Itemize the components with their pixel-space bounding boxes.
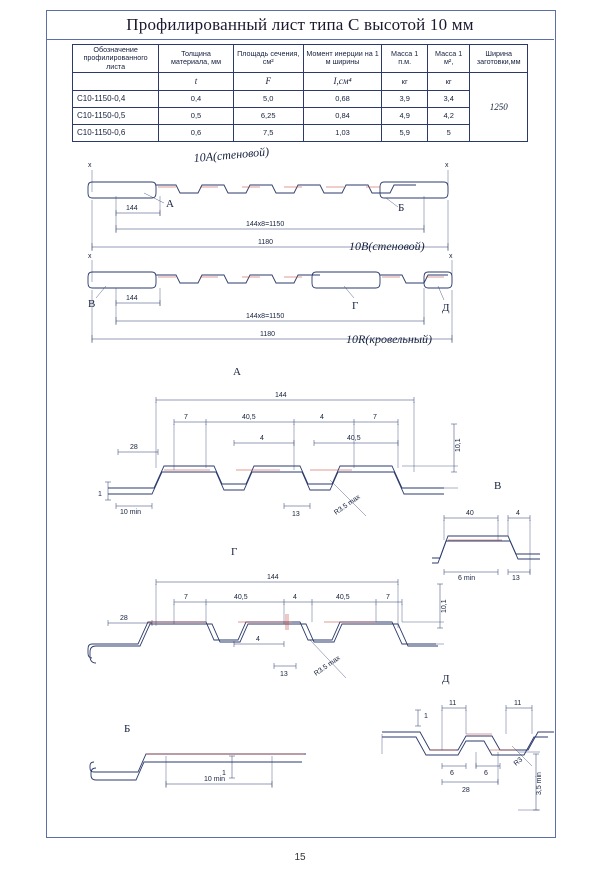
svg-text:144: 144	[267, 574, 279, 581]
svg-text:x: x	[88, 162, 92, 169]
technical-drawing	[46, 10, 554, 836]
svg-text:x: x	[449, 253, 453, 260]
svg-text:40,5: 40,5	[234, 594, 248, 601]
svg-text:1: 1	[98, 491, 102, 498]
svg-text:x: x	[88, 253, 92, 260]
svg-text:10 min: 10 min	[120, 509, 142, 516]
svg-text:7: 7	[386, 594, 390, 601]
svg-text:7: 7	[373, 414, 377, 421]
th-blank-width: Ширина заготовки,мм	[470, 45, 528, 73]
cell-m2: 5	[427, 124, 470, 141]
svg-text:4: 4	[516, 510, 520, 517]
svg-text:3,5 min: 3,5 min	[536, 772, 543, 795]
svg-text:40: 40	[466, 510, 474, 517]
cell-t: 0,5	[159, 107, 234, 124]
detail-d	[382, 673, 554, 810]
svg-text:7: 7	[184, 414, 188, 421]
cell-name: С10-1150-0,4	[73, 90, 159, 107]
mark-g: Г	[352, 300, 359, 312]
svg-text:x: x	[445, 162, 449, 169]
svg-text:28: 28	[120, 615, 128, 622]
cell-m2: 3,4	[427, 90, 470, 107]
dim-1180-mid: 1180	[260, 331, 276, 338]
page-title: Профилированный лист типа С высотой 10 мм	[46, 10, 554, 40]
detail-b-bottom	[90, 723, 306, 788]
svg-text:4: 4	[260, 435, 264, 442]
mark-b: Б	[398, 202, 405, 214]
dim-1150-mid: 144x8=1150	[246, 313, 285, 320]
cell-i: 1,03	[303, 124, 382, 141]
svg-text:28: 28	[130, 444, 138, 451]
svg-text:11: 11	[514, 700, 522, 707]
cell-name: С10-1150-0,5	[73, 107, 159, 124]
th-designation: Обозначение профилированного листа	[73, 45, 159, 73]
svg-text:6: 6	[484, 770, 488, 777]
th-mass-linear: Масса 1 п.м.	[382, 45, 427, 73]
cell-t: 0,6	[159, 124, 234, 141]
svg-text:1: 1	[424, 713, 428, 720]
detail-a-label: А	[233, 366, 241, 378]
caption-10r: 10R(кровельный)	[346, 332, 432, 346]
svg-text:4: 4	[293, 594, 297, 601]
profile-10b	[88, 239, 453, 346]
svg-text:6: 6	[450, 770, 454, 777]
cell-m1: 4,9	[382, 107, 427, 124]
detail-g-label: Г	[231, 546, 238, 558]
svg-text:28: 28	[462, 787, 470, 794]
svg-text:40,5: 40,5	[347, 435, 361, 442]
svg-text:4: 4	[256, 636, 260, 643]
dim-144-mid: 144	[126, 295, 138, 302]
sub-m1: кг	[382, 72, 427, 90]
cell-blank-width: 1250	[470, 72, 528, 141]
cell-m1: 5,9	[382, 124, 427, 141]
detail-b-right	[432, 480, 540, 582]
svg-text:7: 7	[184, 594, 188, 601]
detail-g	[88, 546, 448, 678]
th-thickness: Толщина материала, мм	[159, 45, 234, 73]
detail-a	[98, 366, 462, 518]
th-mass-area: Масса 1 м²,	[427, 45, 470, 73]
svg-text:13: 13	[512, 575, 520, 582]
page-number: 15	[294, 852, 306, 863]
radius-g: R3.5 max	[313, 654, 342, 678]
dim-1180-top: 1180	[258, 239, 274, 246]
sub-m2: кг	[427, 72, 470, 90]
dim-1150-top: 144x8=1150	[246, 221, 285, 228]
svg-text:40,5: 40,5	[242, 414, 256, 421]
svg-text:11: 11	[449, 700, 457, 707]
sub-t: t	[159, 72, 234, 90]
svg-text:6 min: 6 min	[458, 575, 476, 582]
detail-d-label: Д	[442, 673, 450, 685]
caption-10b: 10В(стеновой)	[349, 239, 425, 253]
cell-t: 0,4	[159, 90, 234, 107]
cell-f: 5,0	[233, 90, 303, 107]
svg-text:1: 1	[222, 770, 226, 777]
cell-i: 0,68	[303, 90, 382, 107]
svg-text:R3: R3	[512, 756, 525, 768]
cell-f: 6,25	[233, 107, 303, 124]
caption-10a: 10А(стеновой)	[193, 144, 270, 165]
mark-d: Д	[442, 302, 450, 314]
svg-text:40,5: 40,5	[336, 594, 350, 601]
cell-name: С10-1150-0,6	[73, 124, 159, 141]
svg-text:13: 13	[292, 511, 300, 518]
svg-text:13: 13	[280, 671, 288, 678]
th-area: Площадь сечения, см²	[233, 45, 303, 73]
cell-m1: 3,9	[382, 90, 427, 107]
svg-text:10,1: 10,1	[455, 438, 462, 452]
cell-m2: 4,2	[427, 107, 470, 124]
dim-144-a: 144	[275, 392, 287, 399]
dim-144-top: 144	[126, 205, 138, 212]
profile-10a	[88, 144, 449, 251]
svg-text:10 min: 10 min	[204, 776, 226, 783]
mark-a: А	[166, 198, 174, 210]
cell-i: 0,84	[303, 107, 382, 124]
th-inertia: Момент инерции на 1 м ширины	[303, 45, 382, 73]
radius-a: R3.5 max	[333, 493, 362, 517]
sub-i: I,см⁴	[303, 72, 382, 90]
cell-f: 7,5	[233, 124, 303, 141]
svg-text:10,1: 10,1	[441, 599, 448, 613]
svg-text:4: 4	[320, 414, 324, 421]
detail-b-label: В	[494, 480, 502, 492]
sub-f: F	[233, 72, 303, 90]
detail-bb-label: Б	[124, 723, 131, 735]
mark-v: В	[88, 298, 96, 310]
